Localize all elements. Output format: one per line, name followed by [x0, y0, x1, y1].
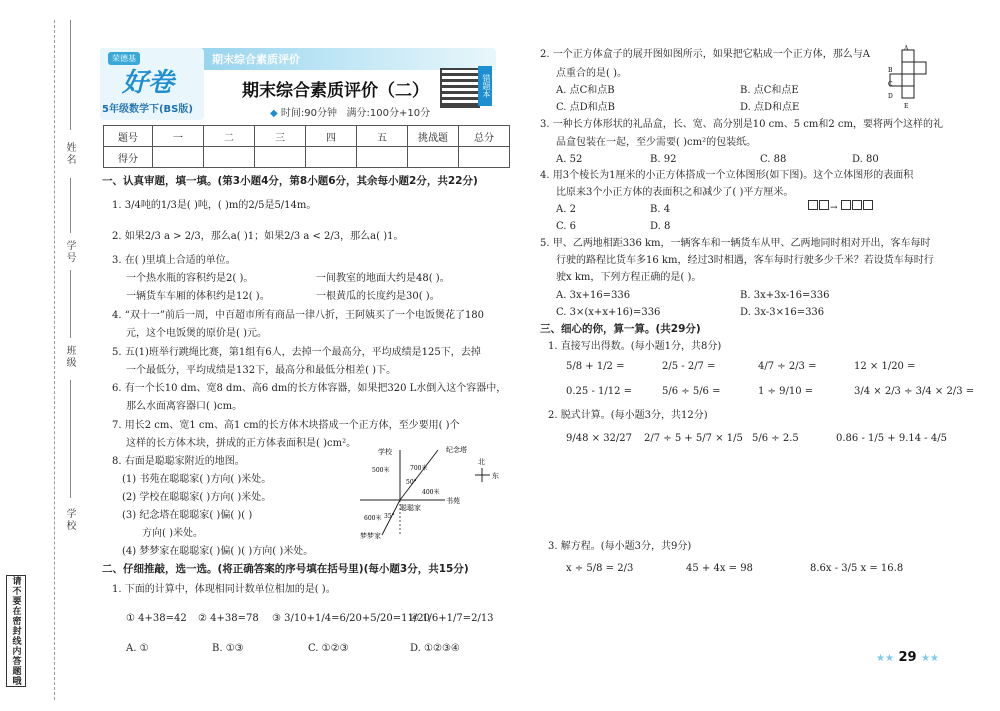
seal-notice: 请不要在密封线内答题哦: [6, 575, 26, 687]
map-label-angle-50: 50°: [406, 479, 417, 486]
question-1-4-line1: 4. “双十一”前后一周，中百超市所有商品一律八折，王阿姨买了一个电饭煲花了180: [112, 310, 485, 321]
brand-name: 荣德基: [108, 52, 140, 65]
net-label-c: C: [888, 81, 893, 88]
calc-1-item: 2/5 - 2/7 =: [662, 361, 716, 372]
exam-meta: [270, 104, 430, 119]
calc-1-item: 5/8 + 1/2 =: [566, 361, 625, 372]
school-label: 学校: [64, 508, 75, 532]
clock-icon: ◆: [270, 108, 278, 119]
calc-2-item: 5/6 ÷ 2.5: [752, 433, 799, 444]
question-2-2-line1: 2. 一个正方体盒子的展开图如图所示，如果把它粘成一个正方体，那么与A: [540, 49, 870, 60]
score-cell[interactable]: [459, 147, 510, 168]
seal-line: [54, 20, 55, 700]
score-cell[interactable]: [408, 147, 459, 168]
page-number-value: 29: [898, 650, 917, 665]
section-1-heading: 一、认真审题，填一填。(第3小题4分，第8小题6分，其余每小题2分，共22分): [102, 175, 478, 187]
qr-code-icon[interactable]: [440, 68, 480, 108]
question-2-1-opt2: ② 4+38=78: [198, 613, 259, 624]
cube-net-figure: [888, 44, 936, 112]
q2-choice-c[interactable]: C. 点D和点B: [556, 102, 616, 113]
class-line[interactable]: [70, 270, 71, 338]
question-2-5-line3: 驶x km，下列方程正确的是( )。: [556, 272, 702, 283]
question-1-7-line1: 7. 用长2 cm、宽1 cm、高1 cm的长方体木块搭成一个正方体，至少要用( )个: [112, 420, 460, 431]
question-1-1: 1. 3/4吨的1/3是( )吨，( )m的2/5是5/14m。: [112, 200, 317, 211]
equation-item: x ÷ 5/8 = 2/3: [566, 563, 634, 574]
star-icon: ★★: [876, 653, 894, 664]
section-2-heading: 二、仔细推敲，选一选。(将正确答案的序号填在括号里)(每小题3分，共15分): [102, 563, 469, 575]
q4-choice-a[interactable]: A. 2: [556, 204, 576, 215]
question-1-4-line2: 元，这个电饭煲的原价是( )元。: [126, 328, 267, 339]
calc-1-item: 4/7 ÷ 2/3 =: [758, 361, 817, 372]
q2-choice-a[interactable]: A. 点C和点B: [556, 85, 615, 96]
question-2-5-line2: 行驶的路程比货车多16 km，经过3时相遇，客车每时行驶多少千米？若设货车每时行: [556, 255, 934, 266]
q2-choice-d[interactable]: D. 点D和点E: [740, 102, 800, 113]
map-label-600m: 600米: [364, 515, 382, 522]
calc-1-item: 3/4 × 2/3 ÷ 3/4 × 2/3 =: [854, 386, 975, 397]
equation-item: 8.6x - 3/5 x = 16.8: [810, 563, 904, 574]
class-label: 班级: [64, 345, 75, 369]
map-label-mengmeng: 梦梦家: [360, 532, 381, 540]
question-2-1-opt1: ① 4+38=42: [126, 613, 187, 624]
q3-choice-a[interactable]: A. 52: [556, 154, 583, 165]
net-label-e: E: [904, 103, 909, 110]
score-row: [104, 147, 510, 168]
brand-box: [100, 48, 204, 120]
question-2-4-line1: 4. 用3个棱长为1厘米的小正方体搭成一个立体图形(如下图)。这个立体图形的表面积: [540, 170, 914, 181]
score-cell[interactable]: [306, 147, 357, 168]
question-1-8-3: (3) 纪念塔在聪聪家( )偏( )( ): [122, 510, 253, 521]
question-2-1-opt4: ④ 1/6+1/7=2/13: [410, 613, 494, 624]
score-header-cell: 一: [153, 126, 204, 147]
map-label-400m: 400米: [422, 489, 440, 496]
choice-a[interactable]: A. ①: [126, 643, 149, 654]
compass-east-label: 东: [492, 472, 499, 480]
wrong-book-tag: 错题本: [478, 66, 492, 106]
q3-choice-b[interactable]: B. 92: [650, 154, 677, 165]
name-label: 姓名: [64, 142, 75, 166]
question-1-6-line1: 6. 有一个长10 dm、宽8 dm、高6 dm的长方体容器，如果把320 L水倒入这个容器中，: [112, 383, 507, 394]
score-header-cell: 四: [306, 126, 357, 147]
calc-1-item: 5/6 ÷ 5/6 =: [662, 386, 721, 397]
calc-2-item: 0.86 - 1/5 + 9.14 - 4/5: [836, 433, 947, 444]
exam-banner: [100, 48, 496, 120]
q4-choice-b[interactable]: B. 4: [650, 204, 671, 215]
map-label-bookstore: 书苑: [446, 497, 460, 505]
calc-1-item: 1 ÷ 9/10 =: [758, 386, 814, 397]
question-1-8-2: (2) 学校在聪聪家( )方向( )米处。: [122, 492, 272, 503]
map-label-700m: 700米: [410, 465, 428, 472]
score-cell[interactable]: [255, 147, 306, 168]
q5-choice-b[interactable]: B. 3x+3x-16=336: [740, 290, 830, 301]
question-1-7-line2: 这样的长方体木块，拼成的正方体表面积是( )cm²。: [126, 438, 357, 449]
score-row-label: 得分: [104, 147, 153, 168]
map-label-home: 聪聪家: [400, 504, 421, 512]
choice-c[interactable]: C. ①②③: [308, 643, 349, 654]
page-number: [876, 650, 939, 665]
star-icon: ★★: [921, 653, 940, 664]
question-1-8: 8. 右面是聪聪家附近的地图。: [112, 456, 245, 467]
calc-1-item: 12 × 1/20 =: [854, 361, 916, 372]
q3-choice-c[interactable]: C. 88: [760, 154, 787, 165]
section-tag: 期末综合素质评价: [212, 53, 300, 66]
number-line[interactable]: [70, 178, 71, 233]
cubes-figure: →: [808, 200, 874, 213]
calc-1-item: 0.25 - 1/12 =: [566, 386, 633, 397]
score-header-cell: 挑战题: [408, 126, 459, 147]
q3-choice-d[interactable]: D. 80: [852, 154, 879, 165]
q5-choice-d[interactable]: D. 3x-3×16=336: [740, 307, 825, 318]
score-table: [103, 125, 510, 168]
question-1-6-line2: 那么水面离容器口( )cm。: [126, 401, 243, 412]
time-limit: 时间:90分钟: [280, 108, 337, 119]
net-label-d: D: [888, 93, 893, 100]
question-1-3b: 一间教室的地面大约是48( )。: [316, 273, 450, 284]
name-line[interactable]: [70, 20, 71, 130]
map-label-school: 学校: [378, 448, 392, 456]
question-1-8-1: (1) 书苑在聪聪家( )方向( )米处。: [122, 474, 272, 485]
question-1-2: 2. 如果2/3 a > 2/3，那么a( )1；如果2/3 a < 2/3，那么a( )1。: [112, 231, 404, 242]
score-header-cell: 总分: [459, 126, 510, 147]
choice-d[interactable]: D. ①②③④: [410, 643, 460, 654]
q4-choice-d[interactable]: D. 8: [650, 221, 671, 232]
question-1-3: 3. 在( )里填上合适的单位。: [112, 255, 236, 266]
score-cell[interactable]: [153, 147, 204, 168]
map-label-tower: 纪念塔: [446, 446, 467, 454]
question-1-5-line2: 一个最低分，平均成绩是132下，最高分和最低分相差( )下。: [126, 365, 397, 376]
brand-logo: 好卷: [122, 68, 175, 98]
binding-gutter: [0, 0, 88, 711]
score-header-cell: 题号: [104, 126, 153, 147]
question-1-3a: 一个热水瓶的容积约是2( )。: [126, 273, 254, 284]
score-header-cell: 二: [204, 126, 255, 147]
question-1-8-4: (4) 梦梦家在聪聪家( )偏( )( )方向( )米处。: [122, 546, 314, 557]
question-2-1: 1. 下面的计算中，体现相同计数单位相加的是( )。: [112, 584, 336, 595]
score-cell[interactable]: [204, 147, 255, 168]
choice-b[interactable]: B. ①③: [212, 643, 244, 654]
score-header-cell: 三: [255, 126, 306, 147]
question-2-5-line1: 5. 甲、乙两地相距336 km，一辆客车和一辆货车从甲、乙两地同时相对开出，客车每时: [540, 238, 931, 249]
score-header-cell: 五: [357, 126, 408, 147]
number-label: 学号: [64, 240, 75, 264]
section-3-heading: 三、细心的你，算一算。(共29分): [540, 323, 701, 335]
question-2-3-line1: 3. 一种长方体形状的礼品盒，长、宽、高分别是10 cm、5 cm和2 cm，要将两个这样的礼: [540, 119, 943, 130]
school-line[interactable]: [70, 380, 71, 498]
net-label-b: B: [888, 67, 893, 74]
compass-north-label: 北: [478, 458, 485, 466]
exam-title: 期末综合素质评价（二）: [242, 81, 429, 101]
question-1-8-3b: 方向( )米处。: [142, 528, 203, 539]
question-1-3d: 一根黄瓜的长度约是30( )。: [316, 291, 440, 302]
question-2-3-line2: 品盒包装在一起，至少需要( )cm²的包装纸。: [556, 137, 757, 148]
net-label-a: A: [904, 45, 909, 52]
question-2-1-opt3: ③ 3/10+1/4=6/20+5/20=11/20: [272, 613, 430, 624]
q4-choice-c[interactable]: C. 6: [556, 221, 577, 232]
score-cell[interactable]: [357, 147, 408, 168]
map-label-500m: 500米: [372, 467, 390, 474]
q5-choice-c[interactable]: C. 3×(x+x+16)=336: [556, 307, 661, 318]
calc-2-item: 2/7 ÷ 5 + 5/7 × 1/5: [644, 433, 743, 444]
question-1-3c: 一辆货车车厢的体积约是12( )。: [126, 291, 270, 302]
equation-item: 45 + 4x = 98: [686, 563, 753, 574]
calc-3-heading: 3. 解方程。(每小题3分，共9分): [548, 541, 692, 552]
score-header-row: [104, 126, 510, 147]
q5-choice-a[interactable]: A. 3x+16=336: [556, 290, 631, 301]
full-score: 满分:100分+10分: [346, 108, 431, 119]
calc-1-heading: 1. 直接写出得数。(每小题1分，共8分): [548, 341, 722, 352]
calc-2-heading: 2. 脱式计算。(每小题3分，共12分): [548, 410, 708, 421]
question-2-4-line2: 比原来3个小正方体的表面积之和减少了( )平方厘米。: [556, 187, 794, 198]
question-1-5-line1: 5. 五(1)班举行跳绳比赛，第1组有6人，去掉一个最高分，平均成绩是125下，去掉: [112, 347, 481, 358]
q2-choice-b[interactable]: B. 点C和点E: [740, 85, 799, 96]
calc-2-item: 9/48 × 32/27: [566, 433, 633, 444]
grade-label: 5年级数学下(BS版): [102, 104, 193, 115]
map-label-angle-35: 35°: [384, 513, 395, 520]
question-2-2-line2: 点重合的是( )。: [556, 68, 627, 79]
direction-map: [360, 440, 510, 540]
